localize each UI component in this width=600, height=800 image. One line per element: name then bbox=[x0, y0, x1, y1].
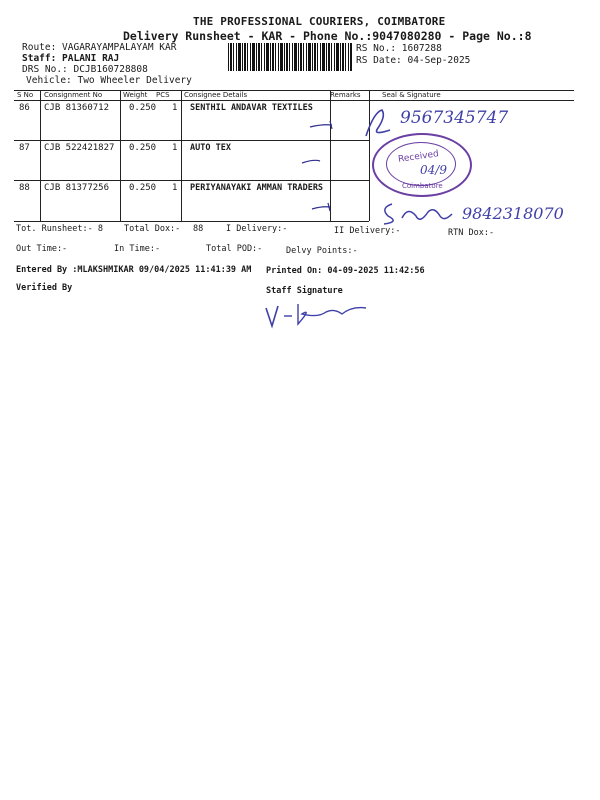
col-header-weight: Weight bbox=[123, 91, 148, 99]
total-dox-label: Total Dox:- bbox=[124, 224, 181, 234]
staff-label: Staff: PALANI RAJ bbox=[22, 53, 120, 64]
col-header-remarks: Remarks bbox=[330, 91, 361, 99]
rtn-dox-label: RTN Dox:- bbox=[448, 228, 495, 238]
in-time-label: In Time:- bbox=[114, 244, 161, 254]
row-consignment: CJB 81377256 bbox=[44, 183, 110, 193]
row-consignee: SENTHIL ANDAVAR TEXTILES bbox=[190, 103, 313, 113]
col-header-seal: Seal & Signature bbox=[382, 91, 441, 99]
entered-by: Entered By :MLAKSHMIKAR 09/04/2025 11:41:39 AM bbox=[16, 265, 252, 275]
staff-signature-label: Staff Signature bbox=[266, 286, 343, 296]
total-runsheet: Tot. Runsheet:- 8 bbox=[16, 224, 103, 234]
stamp-received-text: Received bbox=[397, 149, 440, 165]
handwritten-phone-2: 9842318070 bbox=[462, 204, 564, 223]
stamp-handwritten-date: 04/9 bbox=[420, 163, 447, 177]
row-consignee: AUTO TEX bbox=[190, 143, 231, 153]
runsheet-subtitle: Delivery Runsheet - KAR - Phone No.:9047080280 - Page No.:8 bbox=[123, 29, 532, 43]
rs-date: RS Date: 04-Sep-2025 bbox=[356, 55, 471, 66]
row-weight: 0.250 bbox=[129, 183, 157, 193]
out-time-label: Out Time:- bbox=[16, 244, 68, 254]
handwritten-signature bbox=[378, 198, 458, 228]
table-col-divider bbox=[181, 90, 182, 221]
stamp-city-text: Coimbatore bbox=[402, 182, 443, 190]
barcode-image bbox=[228, 43, 352, 71]
handwritten-phone-1: 9567345747 bbox=[400, 108, 509, 128]
handwritten-initial-signature bbox=[360, 106, 400, 142]
vehicle-label: Vehicle: Two Wheeler Delivery bbox=[26, 75, 192, 86]
row-weight: 0.250 bbox=[129, 103, 157, 113]
i-delivery-label: I Delivery:- bbox=[226, 224, 288, 234]
table-bottom-rule bbox=[14, 221, 369, 222]
row-consignment: CJB 522421827 bbox=[44, 143, 115, 153]
ii-delivery-label: II Delivery:- bbox=[334, 226, 401, 236]
row-weight: 0.250 bbox=[129, 143, 157, 153]
route-label: Route: VAGARAYAMPALAYAM KAR bbox=[22, 42, 177, 53]
table-col-divider bbox=[40, 90, 41, 221]
total-dox-value: 88 bbox=[193, 224, 204, 234]
col-header-sno: S No bbox=[17, 91, 34, 99]
drs-number: DRS No.: DCJB160728808 bbox=[22, 64, 148, 75]
row-pcs: 1 bbox=[172, 183, 178, 193]
printed-on: Printed On: 04-09-2025 11:42:56 bbox=[266, 266, 425, 276]
table-col-divider bbox=[120, 90, 121, 221]
table-header-rule bbox=[14, 100, 574, 101]
col-header-consignee: Consignee Details bbox=[184, 91, 248, 99]
row-sno: 87 bbox=[19, 143, 30, 153]
total-pod-label: Total POD:- bbox=[206, 244, 263, 254]
col-header-pcs: PCS bbox=[156, 91, 170, 99]
col-header-consignment: Consignment No bbox=[44, 91, 103, 99]
company-title: THE PROFESSIONAL COURIERS, COIMBATORE bbox=[193, 15, 446, 28]
rs-number: RS No.: 1607288 bbox=[356, 43, 442, 54]
row-sno: 88 bbox=[19, 183, 30, 193]
delivery-points-label: Delvy Points:- bbox=[286, 246, 358, 256]
row-consignment: CJB 81360712 bbox=[44, 103, 110, 113]
row-pcs: 1 bbox=[172, 143, 178, 153]
staff-handwritten-signature bbox=[262, 298, 372, 330]
verified-by-label: Verified By bbox=[16, 283, 73, 293]
row-sno: 86 bbox=[19, 103, 30, 113]
row-pcs: 1 bbox=[172, 103, 178, 113]
handwritten-tick-marks bbox=[300, 115, 340, 215]
row-consignee: PERIYANAYAKI AMMAN TRADERS bbox=[190, 183, 324, 193]
